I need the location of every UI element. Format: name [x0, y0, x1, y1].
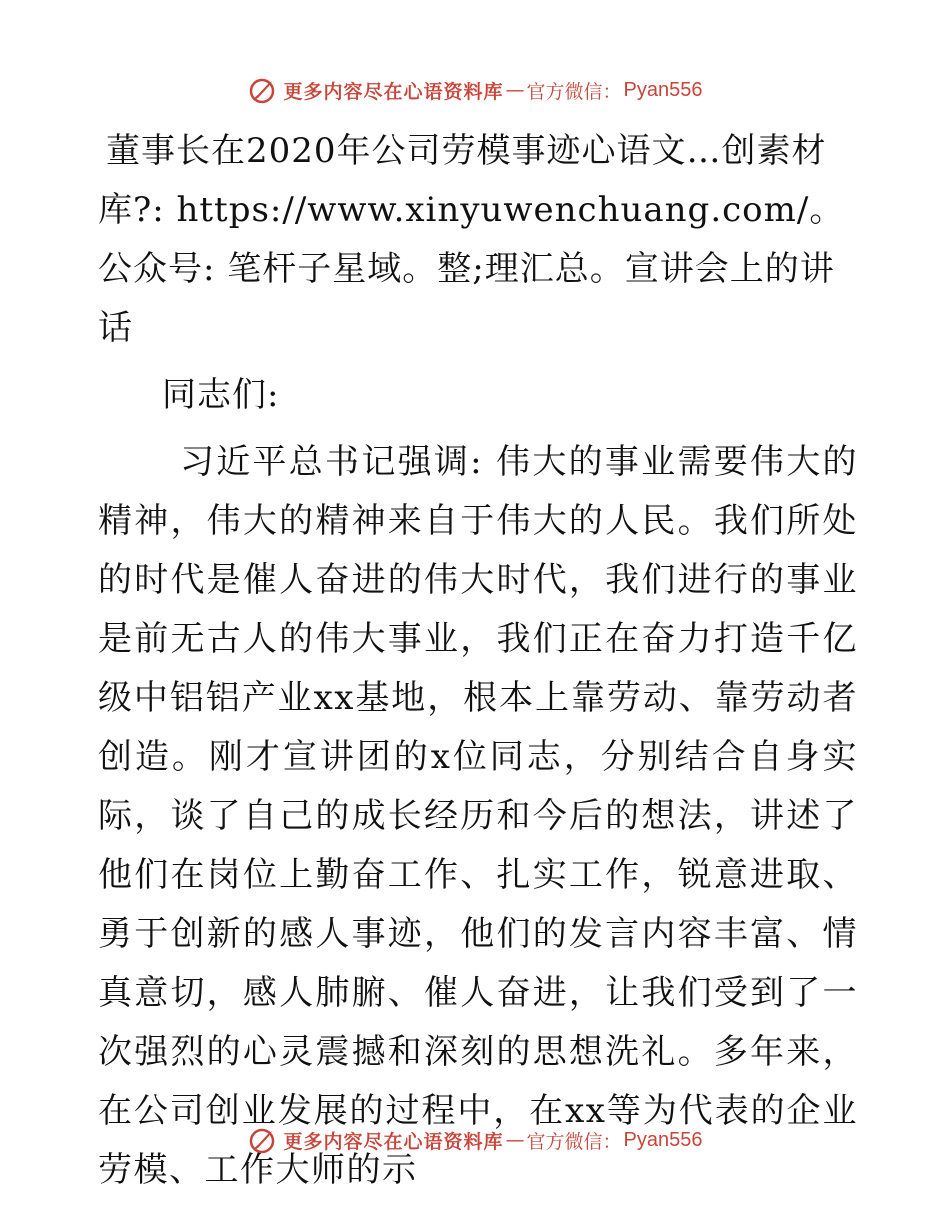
- quill-logo-icon: [248, 75, 278, 105]
- footer-official-label: 官方微信：: [526, 1130, 622, 1153]
- quill-logo-icon: [248, 1125, 278, 1155]
- body-paragraph: 习近平总书记强调: 伟大的事业需要伟大的精神，伟大的精神来自于伟大的人民。我们所处的时代是催人奋进的伟大时代，我们进行的事业是前无古人的伟大事业，我们正在奋力打造千亿级中铝铝产业xx基地，根本上靠劳动、靠劳动者创造。刚才宣讲团的x位同志，分别结合自身实际，谈了自己的成长经历和今后的想法，讲述了他们在岗位上勤奋工作、扎实工作，锐意进取、勇于创新的感人事迹，他们的发言内容丰富、情真意切，感人肺腑、催人奋进，让我们受到了一次强烈的心灵震撼和深刻的思想洗礼。多年来，在公司创业发展的过程中，在xx等为代表的企业劳模、工作大师的示: [98, 442, 858, 1190]
- header-account-id: Pyan556: [623, 78, 703, 101]
- document-body: [98, 122, 858, 1200]
- header-separator: —: [505, 79, 525, 101]
- footer-account-id: Pyan556: [623, 1128, 703, 1151]
- header-slogan: 更多内容尽在心语资料库: [283, 80, 504, 103]
- header-watermark-banner: [0, 70, 950, 110]
- salutation: 同志们:: [162, 375, 280, 415]
- footer-slogan: 更多内容尽在心语资料库: [283, 1130, 504, 1153]
- header-official-label: 官方微信：: [526, 80, 622, 103]
- footer-separator: —: [505, 1129, 525, 1151]
- footer-watermark-banner: [0, 1120, 950, 1160]
- document-title: 董事长在2020年公司劳模事迹心语文…创素材库?: https://www.xinyuwenchuang.com/。公众号: 笔杆子星域。整;理汇总。宣讲会上的讲话: [98, 131, 845, 348]
